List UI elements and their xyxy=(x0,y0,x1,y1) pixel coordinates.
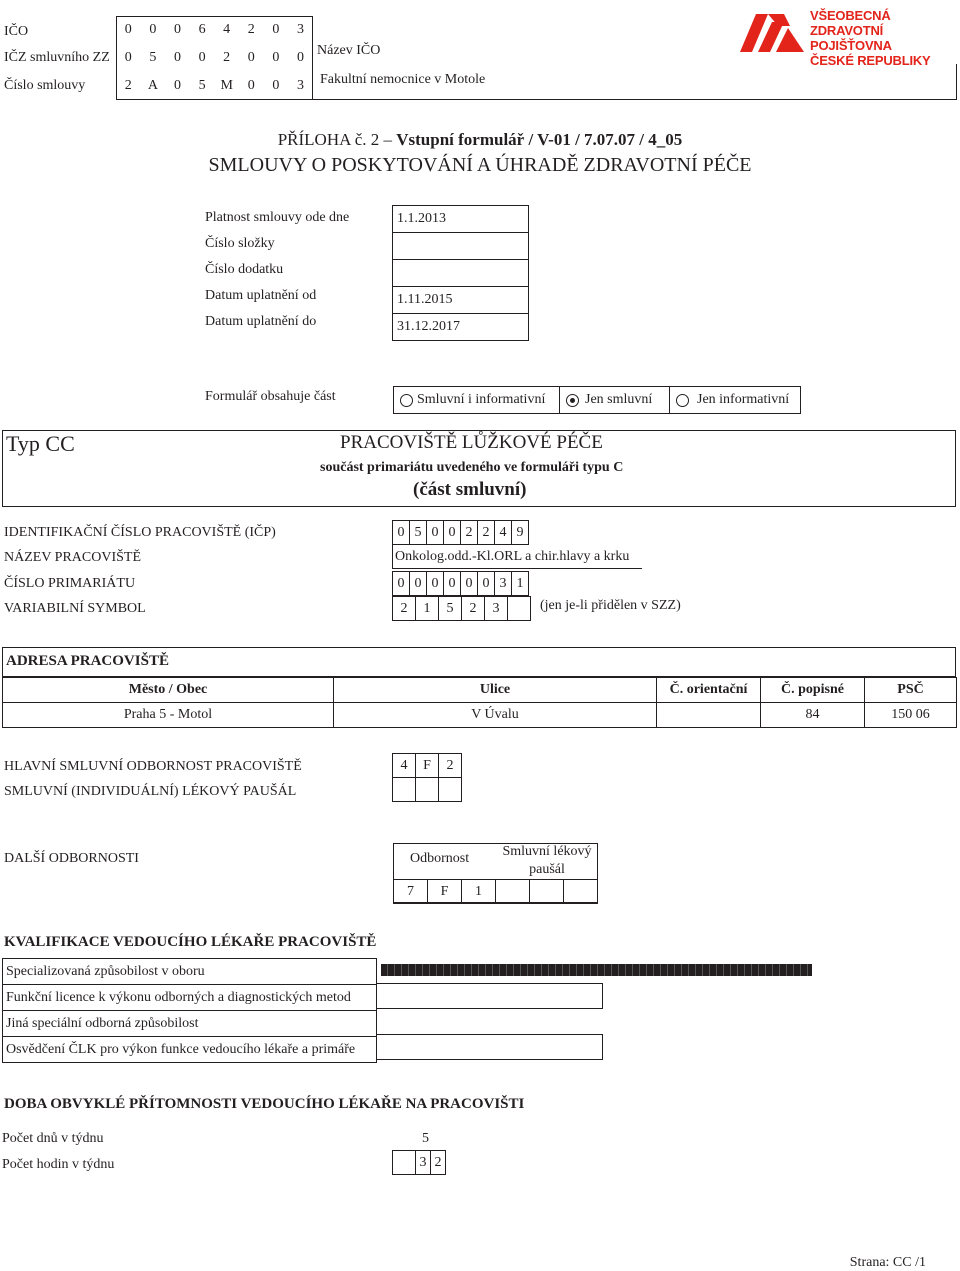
amendment-number-label: Číslo dodatku xyxy=(205,262,284,277)
vzp-logo-icon xyxy=(738,8,808,54)
hours-digits xyxy=(392,1150,446,1175)
option-info-only[interactable] xyxy=(670,387,800,413)
ico-zz-digit: 0 xyxy=(198,50,206,65)
apply-from-value: 1.11.2015 xyxy=(393,287,529,314)
address-street-value: V Úvalu xyxy=(334,703,657,728)
header-code-rows xyxy=(116,16,313,100)
ico-zz-digit: 0 xyxy=(247,50,255,65)
primariat-digits xyxy=(392,571,529,596)
other-digit xyxy=(530,880,564,904)
title-form: Vstupní formulář / V-01 / 7.07.07 / 4_05 xyxy=(396,130,683,149)
main-specialty-digit: F xyxy=(416,754,439,778)
typ-part: (část smluvní) xyxy=(413,479,527,500)
other-specialties-digits xyxy=(393,879,598,904)
page-number: Strana: CC /1 xyxy=(849,1255,926,1270)
workplace-name-value: Onkolog.odd.-Kl.ORL a chir.hlavy a krku xyxy=(395,549,630,564)
main-specialty-digit: 2 xyxy=(439,754,462,778)
vzp-logo-line: VŠEOBECNÁ xyxy=(810,8,891,23)
address-header-street: Ulice xyxy=(334,678,657,703)
validity-from-label: Platnost smlouvy ode dne xyxy=(205,210,350,225)
vs-digits xyxy=(392,596,531,621)
radio-icon[interactable] xyxy=(676,394,689,407)
folder-number-label: Číslo složky xyxy=(205,236,275,251)
icp-digit: 0 xyxy=(393,521,410,545)
primariat-digit: 1 xyxy=(512,572,529,596)
primariat-digit: 0 xyxy=(410,572,427,596)
primariat-label: ČÍSLO PRIMARIÁTU xyxy=(4,576,136,591)
other-digit: F xyxy=(428,880,462,904)
other-digit: 1 xyxy=(462,880,496,904)
radio-selected-icon[interactable] xyxy=(566,394,579,407)
contract-digits xyxy=(116,72,313,100)
typ-subtitle: součást primariátu uvedeného ve formuláři typu C xyxy=(320,460,624,475)
hours-digit xyxy=(393,1151,416,1175)
option-label: Jen informativní xyxy=(697,392,790,407)
icp-digits xyxy=(392,520,529,545)
contract-digit: 0 xyxy=(173,78,181,93)
ico-digit: 0 xyxy=(272,22,280,37)
option-label: Jen smluvní xyxy=(585,392,653,407)
primariat-digit: 0 xyxy=(444,572,461,596)
vs-digit: 2 xyxy=(393,597,416,621)
ico-digit: 0 xyxy=(124,22,132,37)
hours-label: Počet hodin v týdnu xyxy=(2,1157,115,1172)
vzp-logo xyxy=(738,8,958,68)
address-popisne-value: 84 xyxy=(761,703,865,728)
primariat-digit: 0 xyxy=(393,572,410,596)
ico-zz-digits xyxy=(116,44,313,72)
primariat-digit: 0 xyxy=(427,572,444,596)
redaction-bar xyxy=(381,964,812,976)
address-table xyxy=(2,677,957,728)
ico-zz-digit: 0 xyxy=(173,50,181,65)
main-specialty-digits xyxy=(392,753,462,802)
address-header-city: Město / Obec xyxy=(3,678,334,703)
pausal-digit xyxy=(439,778,462,802)
qualification-row: Jiná speciální odborná způsobilost xyxy=(3,1011,377,1037)
vs-digit: 3 xyxy=(485,597,508,621)
address-orient-value xyxy=(657,703,761,728)
icp-digit: 2 xyxy=(461,521,478,545)
option-contract-only[interactable] xyxy=(560,387,670,413)
page-title: SMLOUVY O POSKYTOVÁNÍ A ÚHRADĚ ZDRAVOTNÍ PÉČE xyxy=(208,154,752,176)
main-specialty-digit: 4 xyxy=(393,754,416,778)
other-digit: 7 xyxy=(394,880,428,904)
name-ico-value: Fakultní nemocnice v Motole xyxy=(320,72,486,87)
icp-digit: 0 xyxy=(444,521,461,545)
icp-digit: 4 xyxy=(495,521,512,545)
contract-digit: 0 xyxy=(272,78,280,93)
typ-title: PRACOVIŠTĚ LŮŽKOVÉ PÉČE xyxy=(340,432,603,453)
ico-digit: 4 xyxy=(223,22,231,37)
contract-digit: M xyxy=(220,78,233,93)
ico-digit: 0 xyxy=(173,22,181,37)
ico-zz-digit: 2 xyxy=(223,50,231,65)
icp-label: IDENTIFIKAČNÍ ČÍSLO PRACOVIŠTĚ (IČP) xyxy=(4,525,276,540)
presence-title: DOBA OBVYKLÉ PŘÍTOMNOSTI VEDOUCÍHO LÉKAŘE NA PRACOVIŠTI xyxy=(4,1096,525,1112)
ico-digit: 2 xyxy=(247,22,255,37)
contract-number-label: Číslo smlouvy xyxy=(4,78,86,93)
ico-zz-digit: 5 xyxy=(149,50,157,65)
vzp-logo-line: ZDRAVOTNÍ POJIŠŤOVNA xyxy=(810,23,892,53)
icp-digit: 0 xyxy=(427,521,444,545)
name-ico-label: Název IČO xyxy=(317,43,381,58)
ico-zz-digit: 0 xyxy=(124,50,132,65)
vs-digit: 1 xyxy=(416,597,439,621)
contract-digit: 5 xyxy=(198,78,206,93)
days-label: Počet dnů v týdnu xyxy=(2,1131,104,1146)
ico-label: IČO xyxy=(4,24,29,39)
option-label: Smluvní i informativní xyxy=(417,392,546,407)
icp-digit: 5 xyxy=(410,521,427,545)
title-prefix: PŘÍLOHA č. 2 xyxy=(277,130,380,149)
qualification-value-box xyxy=(377,1034,603,1060)
address-header-popisne: Č. popisné xyxy=(761,678,865,703)
address-title: ADRESA PRACOVIŠTĚ xyxy=(6,653,169,669)
title-line1 xyxy=(0,130,960,150)
icp-digit: 2 xyxy=(478,521,495,545)
amendment-number-value xyxy=(393,260,529,287)
days-value: 5 xyxy=(422,1131,429,1146)
ico-zz-digit: 0 xyxy=(272,50,280,65)
ico-zz-label: IČZ smluvního ZZ xyxy=(4,50,110,65)
pausal-digit xyxy=(393,778,416,802)
title-dash: – xyxy=(383,130,392,149)
form-part-options xyxy=(393,386,801,414)
hours-digit: 3 xyxy=(416,1151,431,1175)
qualification-row: Osvědčení ČLK pro výkon funkce vedoucího lékaře a primáře xyxy=(3,1037,377,1063)
ico-digit: 3 xyxy=(296,22,304,37)
other-col-pausal xyxy=(496,843,598,879)
form-part-label: Formulář obsahuje část xyxy=(205,389,336,404)
vs-note: (jen je-li přidělen v SZZ) xyxy=(540,598,681,613)
qualification-title: KVALIFIKACE VEDOUCÍHO LÉKAŘE PRACOVIŠTĚ xyxy=(4,934,377,950)
other-col-pausal-line: Smluvní lékový xyxy=(502,844,592,859)
pausal-digit xyxy=(416,778,439,802)
other-col-pausal-line: paušál xyxy=(529,862,565,877)
workplace-name-label: NÁZEV PRACOVIŠTĚ xyxy=(4,550,142,565)
qualification-row: Funkční licence k výkonu odborných a diagnostických metod xyxy=(3,985,377,1011)
hours-digit: 2 xyxy=(431,1151,446,1175)
other-digit xyxy=(564,880,598,904)
address-header-psc: PSČ xyxy=(865,678,957,703)
primariat-digit: 0 xyxy=(461,572,478,596)
qualification-table xyxy=(2,958,377,1063)
vs-digit xyxy=(508,597,531,621)
address-header-orient: Č. orientační xyxy=(657,678,761,703)
validity-table xyxy=(392,205,529,341)
folder-number-value xyxy=(393,233,529,260)
vs-label: VARIABILNÍ SYMBOL xyxy=(4,601,146,616)
validity-from-value: 1.1.2013 xyxy=(393,206,529,233)
other-specialties-label: DALŠÍ ODBORNOSTI xyxy=(4,851,139,866)
vs-digit: 2 xyxy=(462,597,485,621)
address-psc-value: 150 06 xyxy=(865,703,957,728)
apply-to-value: 31.12.2017 xyxy=(393,314,529,341)
ico-digits xyxy=(116,16,313,44)
main-specialty-label: HLAVNÍ SMLUVNÍ ODBORNOST PRACOVIŠTĚ xyxy=(4,759,302,774)
option-contract-and-info[interactable] xyxy=(394,387,560,413)
ico-digit: 6 xyxy=(198,22,206,37)
vs-digit: 5 xyxy=(439,597,462,621)
ico-zz-digit: 0 xyxy=(296,50,304,65)
vzp-logo-text xyxy=(810,8,958,68)
contract-digit: 3 xyxy=(296,78,304,93)
vzp-logo-line: ČESKÉ REPUBLIKY xyxy=(810,53,931,68)
pausal-label: SMLUVNÍ (INDIVIDUÁLNÍ) LÉKOVÝ PAUŠÁL xyxy=(4,784,297,799)
qualification-value-box xyxy=(377,983,603,1009)
icp-digit: 9 xyxy=(512,521,529,545)
contract-digit: 2 xyxy=(124,78,132,93)
other-col-specialty: Odbornost xyxy=(410,851,470,866)
apply-from-label: Datum uplatnění od xyxy=(205,288,317,303)
typ-label: Typ CC xyxy=(6,431,75,456)
other-digit xyxy=(496,880,530,904)
apply-to-label: Datum uplatnění do xyxy=(205,314,317,329)
primariat-digit: 0 xyxy=(478,572,495,596)
ico-digit: 0 xyxy=(149,22,157,37)
contract-digit: A xyxy=(147,78,158,93)
address-city-value: Praha 5 - Motol xyxy=(3,703,334,728)
qualification-row: Specializovaná způsobilost v oboru xyxy=(3,959,377,985)
primariat-digit: 3 xyxy=(495,572,512,596)
radio-icon[interactable] xyxy=(400,394,413,407)
contract-digit: 0 xyxy=(247,78,255,93)
